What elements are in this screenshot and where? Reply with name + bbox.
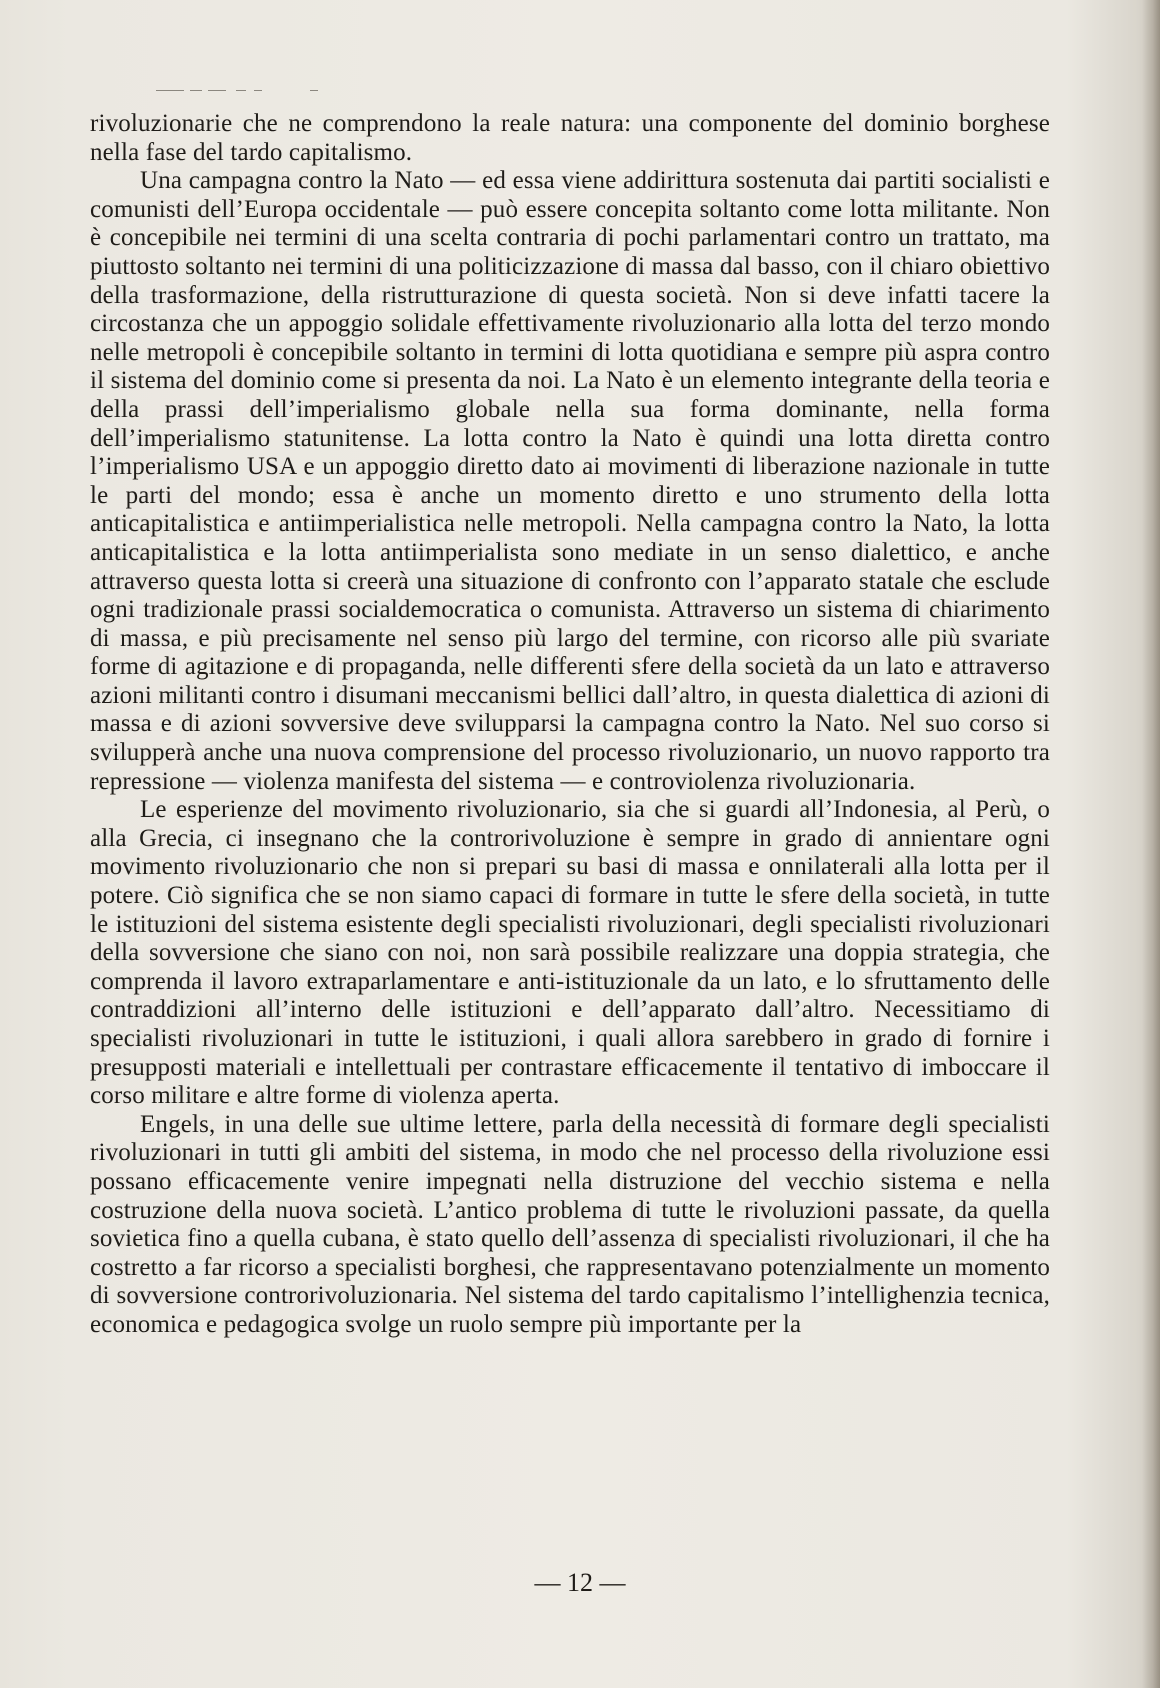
top-ink-mark [156, 88, 326, 94]
body-text [90, 110, 1050, 1340]
paragraph-2: Una campagna contro la Nato — ed essa viene addirittura sostenuta dai partiti socialisti e comunisti dell’Europa occidentale — può essere concepita soltanto come lotta militante. Non è concepibile nei termini di una scelta contraria di pochi parlamentari contro un trattato, ma piuttosto soltanto nei termini di una politicizzazione di massa dal basso, con il chiaro obiettivo della trasformazione, della ristrutturazione di questa società. Non si deve infatti tacere la circostanza che un appoggio solidale effettivamente rivoluzionario alla lotta del terzo mondo nelle metropoli è concepibile soltanto in termini di lotta quotidiana e sempre più aspra contro il sistema del dominio come si presenta da noi. La Nato è un elemento integrante della teoria e della prassi dell’imperialismo globale nella sua forma dominante, nella forma dell’imperialismo statunitense. La lotta contro la Nato è quindi una lotta diretta contro l’imperialismo USA e un appoggio diretto dato ai movimenti di liberazione nazionale in tutte le parti del mondo; essa è anche un momento diretto e uno strumento della lotta anticapitalistica e antiimperialistica nelle metropoli. Nella campagna contro la Nato, la lotta anticapitalistica e la lotta antiimperialista sono mediate in un senso dialettico, e anche attraverso questa lotta si creerà una situazione di confronto con l’apparato statale che esclude ogni tradizionale prassi socialdemocratica o comunista. Attraverso un sistema di chiarimento di massa, e più precisamente nel senso più largo del termine, con ricorso alle più svariate forme di agitazione e di propaganda, nelle differenti sfere della società da un lato e attraverso azioni militanti contro i disumani meccanismi bellici dall’altro, in questa dialettica di azioni di massa e di azioni sovversive deve svilupparsi la campagna contro la Nato. Nel suo corso si svilupperà anche una nuova comprensione del processo rivoluzionario, un nuovo rapporto tra repressione — violenza manifesta del sistema — e controviolenza rivoluzionaria. [90, 167, 1050, 795]
paragraph-4: Engels, in una delle sue ultime lettere, parla della necessità di formare degli specialisti rivoluzionari in tutti gli ambiti del sistema, in modo che nel processo della rivoluzione essi possano efficacemente venire impegnati nella distruzione del vecchio sistema e nella costruzione della nuova società. L’antico problema di tutte le rivoluzioni passate, da quella sovietica fino a quella cubana, è stato quello dell’assenza di specialisti rivoluzionari, il che ha costretto a far ricorso a specialisti borghesi, che rappresentavano potenzialmente un momento di sovversione controrivoluzionaria. Nel sistema del tardo capitalismo l’intellighenzia tecnica, economica e pedagogica svolge un ruolo sempre più importante per la [90, 1110, 1050, 1338]
paragraph-3: Le esperienze del movimento rivoluzionario, sia che si guardi all’Indonesia, al Perù, o alla Grecia, ci insegnano che la controrivoluzione è sempre in grado di annientare ogni movimento rivoluzionario che non si prepari su basi di massa e onnilaterali alla lotta per il potere. Ciò significa che se non siamo capaci di formare in tutte le sfere della società, in tutte le istituzioni del sistema esistente degli specialisti rivoluzionari, degli specialisti rivoluzionari della sovversione che siano con noi, non sarà possibile realizzare una doppia strategia, che comprenda il lavoro extraparlamentare e anti-istituzionale da un lato, e lo sfruttamento delle contraddizioni all’interno delle istituzioni e dell’apparato dall’altro. Necessitiamo di specialisti rivoluzionari in tutte le istituzioni, i quali allora sarebbero in grado di fornire i presupposti materiali e intellettuali per contrastare efficacemente il tentativo di imboccare il corso militare e altre forme di violenza aperta. [90, 796, 1050, 1110]
page-edge-shadow [1142, 0, 1160, 1688]
paragraph-1: rivoluzionarie che ne comprendono la reale natura: una componente del dominio borghese nella fase del tardo capitalismo. [90, 110, 1050, 166]
page-number: — 12 — [534, 1568, 626, 1597]
